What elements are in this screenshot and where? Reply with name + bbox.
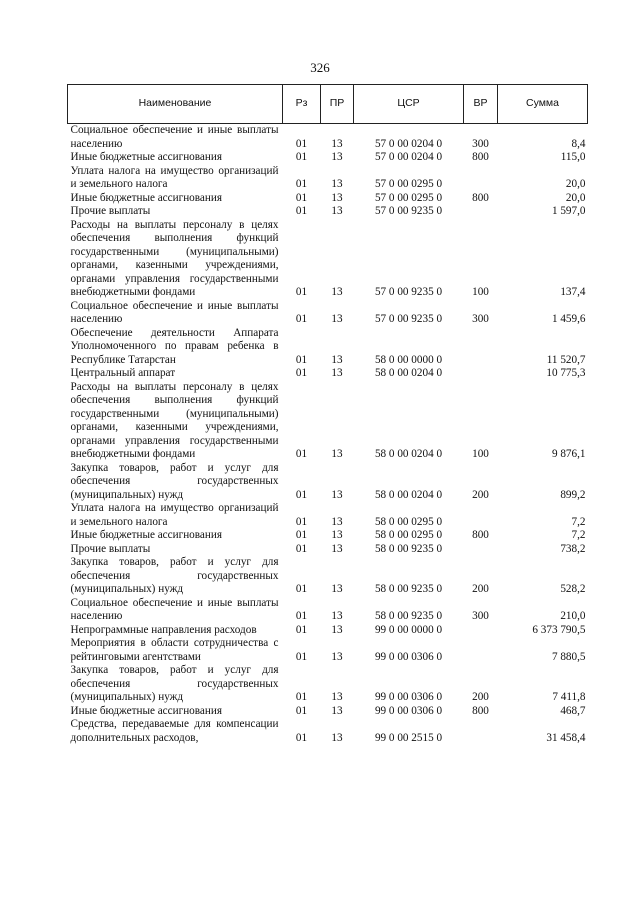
row-csr: 58 0 00 9235 0 [374,583,443,595]
row-sum: 7,2 [571,529,586,541]
row-pr: 13 [331,542,343,555]
row-csr: 57 0 00 0204 0 [374,137,443,150]
row-vr [464,624,498,638]
row-pr: 13 [331,650,343,663]
row-vr [464,327,498,368]
budget-table [67,84,588,745]
row-vr [464,367,498,381]
row-vr [464,205,498,219]
row-rz: 01 [295,286,308,298]
row-rz: 01 [295,529,308,541]
row-pr: 13 [331,488,343,501]
header-pr: ПР [321,85,354,124]
row-sum: 8,4 [571,137,586,150]
table-row [68,529,588,543]
row-pr: 13 [331,178,343,190]
row-vr: 200 [472,488,489,501]
row-csr: 99 0 00 0306 0 [374,650,443,663]
row-vr: 300 [472,610,489,622]
row-vr [464,637,498,664]
row-csr: 58 0 00 9235 0 [374,542,443,555]
row-pr: 13 [331,731,343,744]
row-sum: 738,2 [560,542,586,555]
row-sum: 1 597,0 [551,205,586,217]
row-pr: 13 [331,205,343,217]
row-rz: 01 [295,178,308,190]
row-csr: 57 0 00 9235 0 [374,313,443,325]
header-csr: ЦСР [354,85,464,124]
row-name: Обеспечение деятельности Аппарата Уполномоченного по правам ребенка в Республике Татарстан [70,326,279,366]
row-sum: 1 459,6 [551,313,586,325]
row-csr: 57 0 00 0204 0 [374,151,443,163]
table-row [68,664,588,705]
table-row [68,124,588,152]
row-vr: 800 [472,704,489,717]
table-row [68,705,588,719]
table-row [68,205,588,219]
table-row [68,462,588,503]
row-name: Расходы на выплаты персоналу в целях обеспечения выполнения функций государственными (муниципальными) органами, казенными учреждениями, органами управления государственными внебюджетными фондами [70,380,279,460]
row-csr: 99 0 00 0000 0 [374,623,443,636]
row-name: Иные бюджетные ассигнования [70,529,222,541]
row-sum: 9 876,1 [551,448,586,460]
row-pr: 13 [331,610,343,622]
row-name: Непрограммные направления расходов [70,623,257,636]
row-rz: 01 [295,313,308,325]
row-csr: 58 0 00 0204 0 [374,448,443,460]
row-csr: 57 0 00 9235 0 [374,286,443,298]
row-name: Иные бюджетные ассигнования [70,191,222,204]
table-header-row [68,85,588,124]
row-rz: 01 [295,704,308,717]
row-name: Социальное обеспечение и иные выплаты населению [70,124,279,150]
table-row [68,543,588,557]
header-sum: Сумма [498,85,588,124]
table-row [68,300,588,327]
row-vr: 200 [472,691,489,703]
row-pr: 13 [331,151,343,163]
row-rz: 01 [295,151,308,163]
row-sum: 11 520,7 [546,353,586,366]
row-vr: 200 [472,583,489,595]
row-sum: 468,7 [560,704,586,717]
row-vr: 300 [472,137,489,150]
row-name: Расходы на выплаты персоналу в целях обеспечения выполнения функций государственными (муниципальными) органами, казенными учреждениями, органами управления государственными внебюджетными фондами [70,218,279,298]
row-name: Иные бюджетные ассигнования [70,151,222,163]
row-vr [464,718,498,745]
row-sum: 10 775,3 [546,367,586,379]
row-name: Уплата налога на имущество организаций и земельного налога [70,164,279,190]
row-rz: 01 [295,353,308,366]
row-pr: 13 [331,367,343,379]
row-rz: 01 [295,448,308,460]
row-rz: 01 [295,542,308,555]
header-rz: Рз [283,85,321,124]
budget-table-container [67,84,587,745]
table-row [68,367,588,381]
row-vr: 100 [472,286,489,298]
row-pr: 13 [331,286,343,298]
row-pr: 13 [331,353,343,366]
row-name: Уплата налога на имущество организаций и земельного налога [70,502,279,528]
row-vr [464,543,498,557]
row-name: Прочие выплаты [70,542,151,555]
row-pr: 13 [331,137,343,150]
row-csr: 58 0 00 0295 0 [374,529,443,541]
row-csr: 58 0 00 0204 0 [374,367,443,379]
header-vr: ВР [464,85,498,124]
row-rz: 01 [295,191,308,204]
row-sum: 528,2 [560,583,586,595]
row-rz: 01 [295,515,308,528]
row-rz: 01 [295,623,308,636]
table-row [68,219,588,300]
row-name: Средства, передаваемые для компенсации дополнительных расходов, [70,718,279,744]
table-row [68,381,588,462]
row-name: Закупка товаров, работ и услуг для обеспечения государственных (муниципальных) нужд [70,461,279,501]
row-rz: 01 [295,583,308,595]
row-pr: 13 [331,623,343,636]
row-pr: 13 [331,448,343,460]
row-csr: 58 0 00 0204 0 [374,488,443,501]
table-row [68,327,588,368]
row-csr: 58 0 00 0295 0 [374,515,443,528]
row-sum: 137,4 [560,286,586,298]
row-pr: 13 [331,313,343,325]
table-row [68,624,588,638]
row-pr: 13 [331,529,343,541]
row-rz: 01 [295,691,308,703]
row-csr: 58 0 00 0000 0 [374,353,443,366]
row-rz: 01 [295,650,308,663]
table-row [68,502,588,529]
row-vr: 800 [472,151,489,163]
table-row [68,192,588,206]
row-sum: 899,2 [560,488,586,501]
row-sum: 6 373 790,5 [532,623,586,636]
row-sum: 20,0 [565,178,586,190]
table-row [68,556,588,597]
page-number: 326 [310,60,330,75]
row-csr: 99 0 00 0306 0 [374,704,443,717]
row-vr [464,502,498,529]
row-vr: 100 [472,448,489,460]
row-name: Закупка товаров, работ и услуг для обеспечения государственных (муниципальных) нужд [70,664,279,703]
row-sum: 210,0 [560,610,586,622]
row-name: Закупка товаров, работ и услуг для обеспечения государственных (муниципальных) нужд [70,556,279,595]
row-rz: 01 [295,205,308,217]
row-name: Мероприятия в области сотрудничества с рейтинговыми агентствами [70,637,279,663]
row-sum: 7 411,8 [552,691,586,703]
row-rz: 01 [295,731,308,744]
row-csr: 57 0 00 0295 0 [374,178,443,190]
table-row [68,718,588,745]
row-pr: 13 [331,704,343,717]
header-name: Наименование [68,85,283,124]
row-sum: 31 458,4 [546,731,586,744]
row-rz: 01 [295,610,308,622]
row-vr [464,165,498,192]
table-row [68,597,588,624]
table-row [68,165,588,192]
table-body [68,124,588,746]
table-row [68,637,588,664]
row-csr: 57 0 00 0295 0 [374,191,443,204]
row-name: Социальное обеспечение и иные выплаты населению [70,299,279,325]
row-pr: 13 [331,583,343,595]
row-pr: 13 [331,691,343,703]
row-pr: 13 [331,191,343,204]
row-sum: 20,0 [565,191,586,204]
row-pr: 13 [331,515,343,528]
row-rz: 01 [295,488,308,501]
table-row [68,151,588,165]
row-name: Иные бюджетные ассигнования [70,704,222,717]
row-rz: 01 [295,137,308,150]
row-vr: 800 [472,191,489,204]
row-name: Центральный аппарат [70,367,176,379]
row-vr: 300 [472,313,489,325]
row-name: Прочие выплаты [70,205,151,217]
row-csr: 58 0 00 9235 0 [374,610,443,622]
row-sum: 7 880,5 [551,650,586,663]
row-name: Социальное обеспечение и иные выплаты населению [70,596,279,622]
row-vr: 800 [472,529,489,541]
row-csr: 57 0 00 9235 0 [374,205,443,217]
row-rz: 01 [295,367,308,379]
row-csr: 99 0 00 0306 0 [374,691,443,703]
row-csr: 99 0 00 2515 0 [374,731,443,744]
row-sum: 7,2 [571,515,586,528]
row-sum: 115,0 [560,151,586,163]
